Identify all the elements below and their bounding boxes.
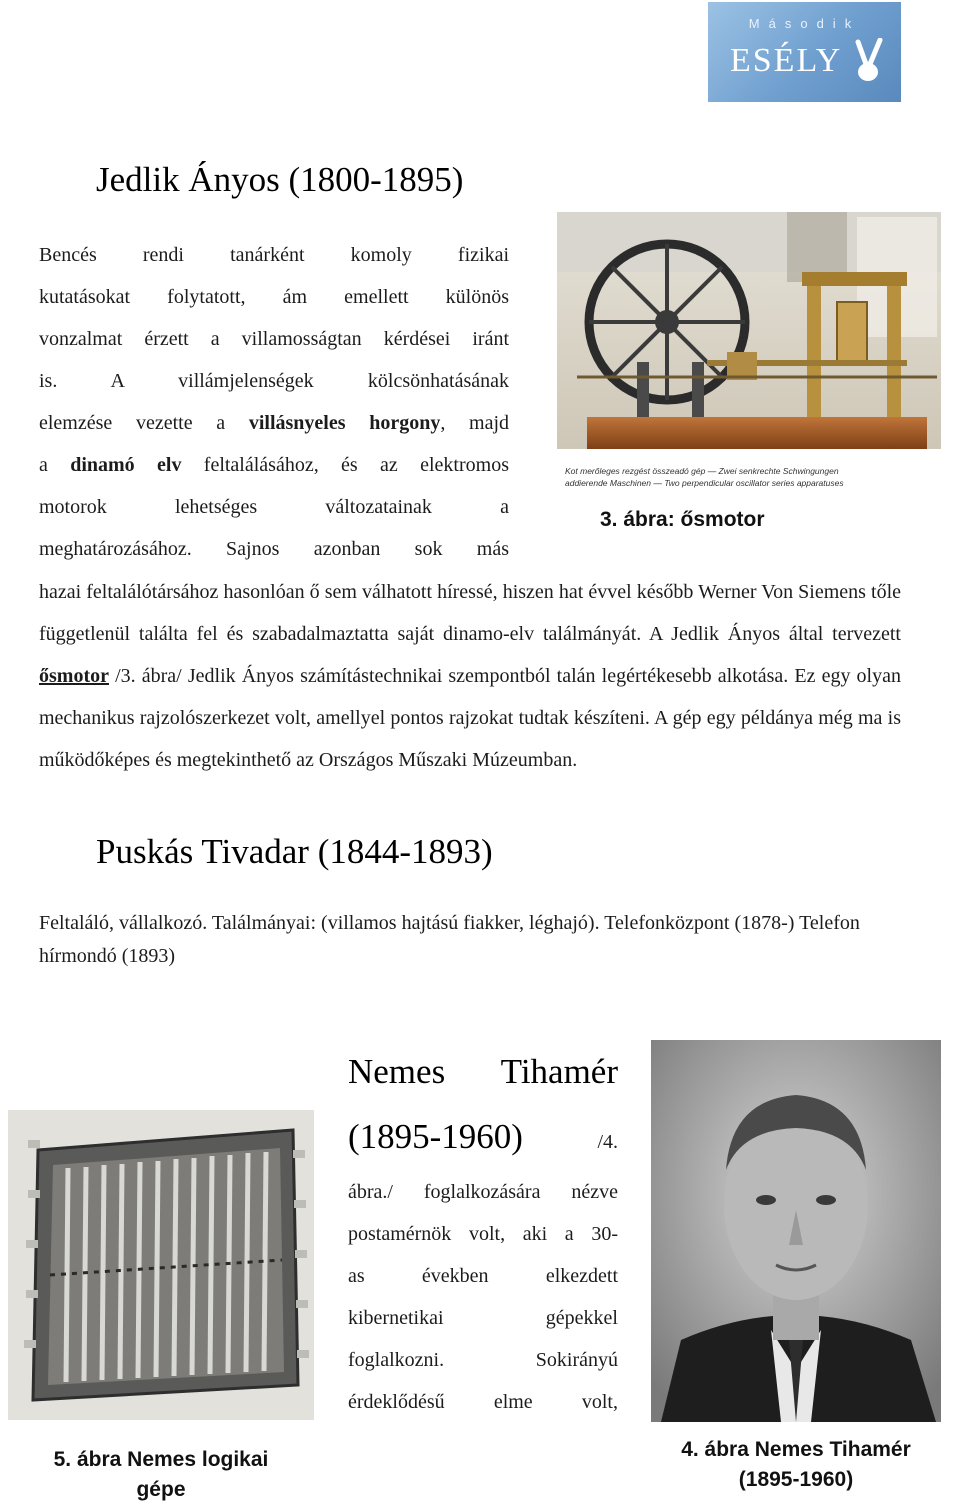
jedlik-line-6-pre: a bbox=[39, 454, 71, 476]
nemes-title-line-1 bbox=[348, 1052, 618, 1092]
figure-3-caption: 3. ábra: ősmotor bbox=[600, 508, 765, 531]
figure-4-caption-line-2: (1895-1960) bbox=[738, 1468, 854, 1491]
logo-line1: Második bbox=[748, 16, 861, 31]
logo-line2: ESÉLY bbox=[730, 42, 843, 79]
jedlik-continuation-part-1: hazai feltalálótársához hasonlóan ő sem válhatott híressé, hiszen hat évvel később Werner Von Siemens tőle függetlenül találta fel és szabadalmaztatta saját dinamo-elv találmányát. A Jedlik Ányos által tervezett bbox=[39, 581, 901, 645]
nemes-line-5: foglalkozni. Sokirányú bbox=[348, 1349, 618, 1371]
jedlik-continuation-part-2: /3. ábra/ Jedlik Ányos számítástechnikai szempontból talán legértékesebb alkotása. Ez egy olyan mechanikus rajzolószerkezet volt, amellyel pontos rajzokat tudtak készíteni. A gép egy példánya még ma is működőképes és megtekinthető az Országos Műszaki Múzeumban. bbox=[39, 665, 901, 771]
figure-5-caption bbox=[8, 1445, 314, 1505]
jedlik-continuation bbox=[39, 571, 901, 781]
nemes-line-3: as években elkezdett bbox=[348, 1265, 618, 1287]
jedlik-line-8: meghatározásához. Sajnos azonban sok más bbox=[39, 538, 509, 560]
jedlik-line-4: is. A villámjelenségek kölcsönhatásának bbox=[39, 370, 509, 392]
masodik-esely-logo bbox=[708, 2, 901, 102]
nemes-figure-ref: /4. bbox=[597, 1131, 618, 1153]
jedlik-line-6-post: feltalálásához, és az elektromos bbox=[181, 454, 509, 476]
photo-caption-line-2: addierende Maschinen — Two perpendicular oscillator series apparatuses bbox=[565, 478, 844, 488]
figure-5-caption-line-2: gépe bbox=[136, 1478, 186, 1501]
puskas-text: Feltaláló, vállalkozó. Találmányai: (villamos hajtású fiakker, léghajó). Telefonközpont (1878-) Telefon hírmondó (1893) bbox=[39, 912, 860, 967]
jedlik-column-text bbox=[39, 234, 509, 570]
jedlik-line-5-pre: elemzése vezette a bbox=[39, 412, 249, 434]
term-osmotor: ősmotor bbox=[39, 665, 109, 687]
logic-machine-illustration bbox=[8, 1110, 314, 1420]
nemes-line-4: kibernetikai gépekkel bbox=[348, 1307, 618, 1329]
nemes-line-6: érdeklődésű elme volt, bbox=[348, 1391, 618, 1413]
nemes-logic-machine-photo bbox=[8, 1110, 314, 1420]
jedlik-line-2: kutatásokat folytatott, ám emellett különös bbox=[39, 286, 509, 308]
nemes-title-line-2 bbox=[348, 1117, 618, 1157]
photo-caption-line-1: Kot merőleges rezgést összeadó gép — Zwei senkrechte Schwingungen bbox=[565, 466, 839, 476]
nemes-line-2: postamérnök volt, aki a 30- bbox=[348, 1223, 618, 1245]
jedlik-line-7: motorok lehetséges változatainak a bbox=[39, 496, 509, 518]
jedlik-line-5 bbox=[39, 402, 509, 444]
puskas-title: Puskás Tivadar (1844-1893) bbox=[96, 832, 493, 871]
figure-4-caption bbox=[640, 1435, 952, 1495]
jedlik-line-5-post: , majd bbox=[440, 412, 510, 434]
figure-4-caption-line-1: 4. ábra Nemes Tihamér bbox=[681, 1438, 911, 1461]
nemes-title-years: (1895-1960) bbox=[348, 1117, 523, 1156]
nemes-title-last: Tihamér bbox=[500, 1052, 618, 1091]
jedlik-title: Jedlik Ányos (1800-1895) bbox=[96, 160, 464, 199]
jedlik-line-3: vonzalmat érzett a villamosságtan kérdései iránt bbox=[39, 328, 509, 350]
nemes-line-1: ábra./ foglalkozására nézve bbox=[348, 1181, 618, 1203]
portrait-illustration bbox=[651, 1040, 941, 1422]
nemes-tihamer-portrait bbox=[651, 1040, 941, 1422]
jedlik-line-6 bbox=[39, 444, 509, 486]
figure-5-caption-line-1: 5. ábra Nemes logikai bbox=[53, 1448, 269, 1471]
osmotor-photo bbox=[557, 212, 941, 498]
term-dinamo-elv: dinamó elv bbox=[70, 454, 182, 476]
term-villasnyeles-horgony: villásnyeles horgony bbox=[248, 412, 441, 434]
osmotor-illustration bbox=[557, 212, 941, 498]
victory-hand-icon bbox=[850, 38, 890, 88]
jedlik-line-1: Bencés rendi tanárként komoly fizikai bbox=[39, 244, 509, 266]
nemes-title-first: Nemes bbox=[348, 1052, 446, 1091]
nemes-column-text bbox=[348, 1171, 618, 1423]
